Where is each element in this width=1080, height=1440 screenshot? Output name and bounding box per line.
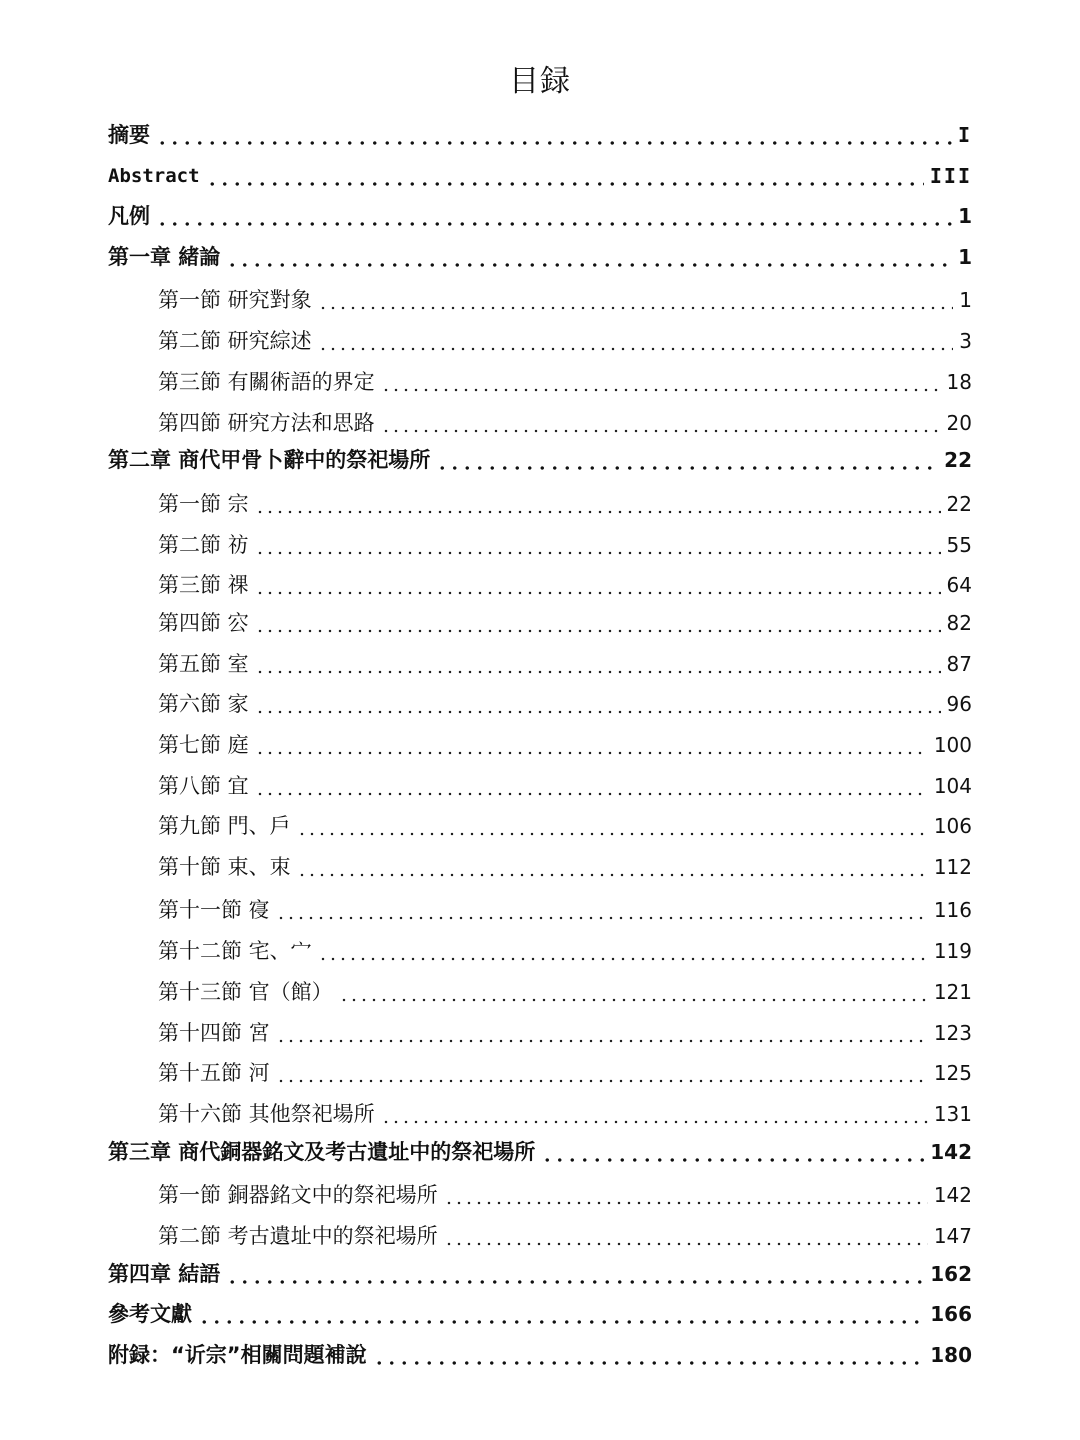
toc-chapter-entry[interactable] xyxy=(108,1299,972,1329)
toc-entry-title: 第四節 㝐 xyxy=(158,611,249,635)
toc-entry-title: 第十六節 其他祭祀場所 xyxy=(158,1102,375,1126)
toc-entry-title: 第二章 商代甲骨卜辭中的祭祀場所 xyxy=(108,448,431,472)
toc-entry-title: 第十一節 寑 xyxy=(158,898,270,922)
toc-page-number: 119 xyxy=(933,939,972,963)
toc-page-number: I xyxy=(957,123,972,147)
toc-entry-title: 第六節 家 xyxy=(158,692,249,716)
toc-entry-title: 第十三節 官（館） xyxy=(158,980,333,1004)
toc-chapter-entry[interactable] xyxy=(108,161,972,191)
toc-section-entry[interactable] xyxy=(158,1099,972,1129)
toc-page-number: 3 xyxy=(959,329,972,353)
toc-entry-title: 第四章 結語 xyxy=(108,1262,221,1286)
toc-section-entry[interactable] xyxy=(158,852,972,882)
toc-page-number: 22 xyxy=(946,492,972,516)
toc-entry-title: 第十四節 宮 xyxy=(158,1021,270,1045)
dot-leader xyxy=(436,445,938,475)
toc-section-entry[interactable] xyxy=(158,326,972,356)
toc-entry-title: 第五節 室 xyxy=(158,652,249,676)
toc-chapter-entry[interactable] xyxy=(108,201,972,231)
toc-entry-title: 第十五節 河 xyxy=(158,1061,270,1085)
toc-page-number: 82 xyxy=(946,611,972,635)
dot-leader xyxy=(255,530,941,560)
dot-leader xyxy=(318,285,954,315)
dot-leader xyxy=(276,895,928,925)
dot-leader xyxy=(156,201,952,231)
toc-entry-title: 第二節 考古遺址中的祭祀場所 xyxy=(158,1224,438,1248)
dot-leader xyxy=(156,120,952,150)
toc-page-number: 87 xyxy=(946,652,972,676)
dot-leader xyxy=(255,649,941,679)
toc-page-number: 1 xyxy=(959,288,972,312)
toc-page-number: 147 xyxy=(933,1224,972,1248)
dot-leader xyxy=(206,161,924,191)
toc-entry-title: 第一節 研究對象 xyxy=(158,288,312,312)
toc-entry-title: Abstract xyxy=(108,165,200,187)
dot-leader xyxy=(226,1259,924,1289)
toc-page-number: 125 xyxy=(933,1061,972,1085)
dot-leader xyxy=(318,326,954,356)
toc-page-number: 22 xyxy=(944,448,972,472)
toc-entry-title: 第九節 門、戶 xyxy=(158,814,291,838)
toc-page-number: 64 xyxy=(946,573,972,597)
toc-section-entry[interactable] xyxy=(158,489,972,519)
toc-section-entry[interactable] xyxy=(158,530,972,560)
dot-leader xyxy=(541,1137,924,1167)
toc-section-entry[interactable] xyxy=(158,771,972,801)
dot-leader xyxy=(444,1180,928,1210)
toc-entry-title: 摘要 xyxy=(108,123,150,147)
toc-page-number: 142 xyxy=(930,1140,972,1164)
toc-section-entry[interactable] xyxy=(158,811,972,841)
toc-page-number: 116 xyxy=(933,898,972,922)
toc-section-entry[interactable] xyxy=(158,649,972,679)
toc-chapter-entry[interactable] xyxy=(108,1259,972,1289)
toc-section-entry[interactable] xyxy=(158,1018,972,1048)
toc-page-number: 162 xyxy=(930,1262,972,1286)
toc-page-number: 112 xyxy=(933,855,972,879)
dot-leader xyxy=(297,852,928,882)
dot-leader xyxy=(255,489,941,519)
toc-section-entry[interactable] xyxy=(158,689,972,719)
dot-leader xyxy=(255,771,928,801)
toc-chapter-entry[interactable] xyxy=(108,242,972,272)
dot-leader xyxy=(381,367,941,397)
toc-page-number: 104 xyxy=(933,774,972,798)
toc-entry-title: 第四節 研究方法和思路 xyxy=(158,411,375,435)
toc-section-entry[interactable] xyxy=(158,1221,972,1251)
dot-leader xyxy=(226,242,952,272)
dot-leader xyxy=(381,1099,928,1129)
toc-entry-title: 第三節 祼 xyxy=(158,573,249,597)
dot-leader xyxy=(255,608,941,638)
dot-leader xyxy=(339,977,928,1007)
toc-page-number: 180 xyxy=(930,1343,972,1367)
toc-chapter-entry[interactable] xyxy=(108,1137,972,1167)
toc-page-number: III xyxy=(929,164,972,188)
toc-section-entry[interactable] xyxy=(158,285,972,315)
toc-page-number: 121 xyxy=(933,980,972,1004)
toc-entry-title: 第八節 宜 xyxy=(158,774,249,798)
toc-page-number: 166 xyxy=(930,1302,972,1326)
dot-leader xyxy=(318,936,928,966)
toc-page-number: 131 xyxy=(933,1102,972,1126)
toc-entry-title: 參考文獻 xyxy=(108,1302,192,1326)
toc-entry-title: 第一節 宗 xyxy=(158,492,249,516)
toc-page-number: 123 xyxy=(933,1021,972,1045)
toc-entry-title: 第十二節 宅、宀 xyxy=(158,939,312,963)
toc-entry-title: 第二節 研究綜述 xyxy=(158,329,312,353)
toc-section-entry[interactable] xyxy=(158,895,972,925)
dot-leader xyxy=(381,408,941,438)
toc-section-entry[interactable] xyxy=(158,570,972,600)
dot-leader xyxy=(255,689,941,719)
toc-page-number: 142 xyxy=(933,1183,972,1207)
toc-chapter-entry[interactable] xyxy=(108,445,972,475)
toc-chapter-entry[interactable] xyxy=(108,120,972,150)
toc-entry-title: 第三章 商代銅器銘文及考古遺址中的祭祀場所 xyxy=(108,1140,536,1164)
dot-leader xyxy=(255,570,941,600)
dot-leader xyxy=(444,1221,928,1251)
dot-leader xyxy=(198,1299,924,1329)
toc-page-number: 96 xyxy=(946,692,972,716)
toc-page-number: 1 xyxy=(958,245,972,269)
toc-page-number: 100 xyxy=(933,733,972,757)
toc-entry-title: 第一節 銅器銘文中的祭祀場所 xyxy=(158,1183,438,1207)
toc-entry-title: 第十節 束、朿 xyxy=(158,855,291,879)
toc-section-entry[interactable] xyxy=(158,1058,972,1088)
toc-page-number: 18 xyxy=(946,370,972,394)
dot-leader xyxy=(276,1058,928,1088)
toc-entry-title: 第一章 緒論 xyxy=(108,245,221,269)
toc-section-entry[interactable] xyxy=(158,608,972,638)
toc-section-entry[interactable] xyxy=(158,367,972,397)
dot-leader xyxy=(255,730,928,760)
toc-page-number: 1 xyxy=(958,204,972,228)
toc-section-entry[interactable] xyxy=(158,408,972,438)
dot-leader xyxy=(276,1018,928,1048)
dot-leader xyxy=(373,1340,925,1370)
toc-chapter-entry[interactable] xyxy=(108,1340,972,1370)
toc-section-entry[interactable] xyxy=(158,730,972,760)
toc-entry-title: 凡例 xyxy=(108,204,150,228)
toc-entry-title: 第三節 有關術語的界定 xyxy=(158,370,375,394)
page-title: 目録 xyxy=(509,64,571,99)
toc-entry-title: 附録：“䜣宗”相關問題補說 xyxy=(108,1343,367,1367)
toc-page-number: 106 xyxy=(933,814,972,838)
toc-page-number: 20 xyxy=(946,411,972,435)
toc-section-entry[interactable] xyxy=(158,936,972,966)
toc-section-entry[interactable] xyxy=(158,1180,972,1210)
toc-entry-title: 第七節 庭 xyxy=(158,733,249,757)
dot-leader xyxy=(297,811,928,841)
toc-page-number: 55 xyxy=(946,533,972,557)
toc-section-entry[interactable] xyxy=(158,977,972,1007)
toc-entry-title: 第二節 祊 xyxy=(158,533,249,557)
